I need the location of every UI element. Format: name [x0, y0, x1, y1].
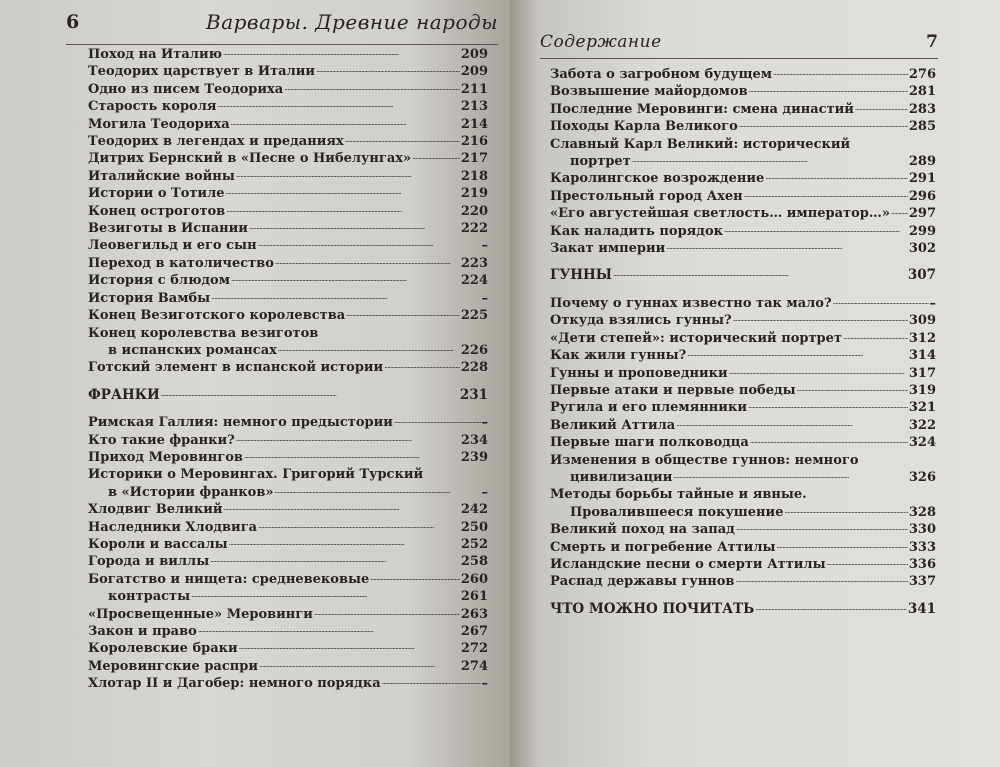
right-page-number: 7 — [926, 32, 938, 52]
toc-entry-page: 281 — [908, 84, 936, 100]
leader-dots — [755, 604, 907, 618]
toc-entry-title: Закат империи — [550, 241, 666, 257]
toc-entry — [550, 399, 936, 416]
toc-entry-title: Последние Меровинги: смена династий — [550, 101, 854, 117]
toc-entry — [88, 272, 488, 289]
leader-dots — [370, 574, 460, 588]
toc-entry-title: Возвышение майордомов — [550, 84, 748, 100]
toc-entry-page: 297 — [908, 206, 936, 222]
toc-entry-second-line — [88, 484, 488, 501]
toc-entry — [550, 556, 936, 573]
toc-entry-title: Одно из писем Теодориха — [88, 81, 284, 97]
toc-chapter-title: ЧТО МОЖНО ПОЧИТАТЬ — [550, 600, 755, 617]
toc-entry-page: 258 — [460, 554, 488, 570]
toc-entry-page: 326 — [908, 469, 936, 485]
leader-dots — [765, 174, 908, 188]
leader-dots — [231, 276, 460, 290]
toc-entry-title: «Просвещенные» Меровинги — [88, 606, 313, 622]
toc-chapter-title: ГУННЫ — [550, 267, 613, 284]
toc-entry — [550, 295, 936, 312]
toc-entry-title-line1: Изменения в обществе гуннов: немного — [550, 452, 859, 468]
toc-entry-title: Великий поход на запад — [550, 522, 735, 538]
toc-entry-page: 336 — [908, 556, 936, 572]
toc-entry — [88, 325, 488, 360]
toc-chapter — [550, 601, 936, 618]
toc-entry-page: 213 — [460, 99, 488, 115]
leader-dots — [833, 298, 929, 312]
leader-dots — [226, 206, 460, 220]
leader-dots — [784, 507, 907, 521]
toc-entry — [88, 466, 488, 501]
toc-entry-page: 228 — [460, 360, 488, 376]
toc-entry-page: 252 — [460, 536, 488, 552]
toc-entry — [88, 449, 488, 466]
toc-entry-page: 333 — [908, 539, 936, 555]
left-toc — [88, 46, 488, 693]
toc-entry — [550, 205, 936, 222]
leader-dots — [346, 311, 460, 325]
leader-dots — [236, 435, 460, 449]
toc-entry-page: 299 — [908, 223, 936, 239]
toc-entry-title: Везиготы в Испании — [88, 221, 248, 237]
toc-entry — [88, 536, 488, 553]
toc-entry-title-line1: Славный Карл Великий: исторический — [550, 136, 851, 152]
toc-entry-page: 234 — [460, 432, 488, 448]
toc-entry-title: Престольный город Ахен — [550, 188, 743, 204]
toc-entry — [550, 347, 936, 364]
toc-entry-title-line1: Историки о Меровингах. Григорий Турский — [88, 467, 424, 483]
leader-dots — [316, 67, 460, 81]
toc-chapter-page: 307 — [907, 267, 936, 284]
leader-dots — [258, 522, 460, 536]
toc-entry-title: Могила Теодориха — [88, 116, 230, 132]
toc-entry — [88, 553, 488, 570]
toc-entry-title-line2: цивилизации — [570, 469, 673, 485]
toc-entry-second-line — [550, 469, 936, 486]
toc-entry — [88, 98, 488, 115]
toc-entry-title: Конец остроготов — [88, 203, 226, 219]
toc-entry — [88, 116, 488, 133]
toc-entry — [550, 170, 936, 187]
toc-entry-page: 242 — [460, 502, 488, 518]
leader-dots — [384, 363, 460, 377]
toc-entry-title: Походы Карла Великого — [550, 119, 738, 135]
toc-entry-page: – — [481, 484, 488, 500]
toc-entry-page: 289 — [908, 154, 936, 170]
toc-entry-page: 291 — [908, 171, 936, 187]
toc-entry-title: Меровингские распри — [88, 658, 258, 674]
toc-entry — [88, 414, 488, 431]
toc-entry-title: Старость короля — [88, 99, 217, 115]
toc-entry-title: Королевские браки — [88, 641, 238, 657]
leader-dots — [236, 171, 460, 185]
toc-entry-title: Наследники Хлодвига — [88, 519, 258, 535]
leader-dots — [676, 420, 908, 434]
toc-entry — [550, 330, 936, 347]
leader-dots — [226, 189, 460, 203]
toc-entry-title: Короли и вассалы — [88, 536, 228, 552]
leader-dots — [161, 390, 459, 404]
toc-entry-title: Первые шаги полководца — [550, 435, 749, 451]
toc-chapter-title: ФРАНКИ — [88, 386, 160, 403]
toc-entry — [550, 136, 936, 171]
leader-dots — [632, 156, 908, 170]
right-toc — [550, 66, 936, 628]
toc-entry-page: 324 — [908, 435, 936, 451]
leader-dots — [314, 609, 460, 623]
toc-entry — [550, 382, 936, 399]
toc-entry-second-line — [550, 504, 936, 521]
toc-entry-page: 272 — [460, 641, 488, 657]
toc-entry — [88, 519, 488, 536]
leader-dots — [733, 316, 908, 330]
toc-entry-page: 214 — [460, 116, 488, 132]
toc-chapter-page: 231 — [459, 386, 488, 403]
leader-dots — [412, 154, 460, 168]
toc-entry — [550, 223, 936, 240]
toc-entry — [88, 606, 488, 623]
toc-entry-title: Хлотар II и Дагобер: немного порядка — [88, 676, 381, 692]
toc-entry — [550, 240, 936, 257]
toc-entry-page: 223 — [460, 255, 488, 271]
toc-entry-page: 314 — [908, 348, 936, 364]
toc-entry-title-line1: Методы борьбы тайные и явные. — [550, 487, 807, 503]
toc-entry-title: История с блюдом — [88, 273, 231, 289]
toc-entry-title-line2: Провалившееся покушение — [570, 504, 784, 520]
leader-dots — [258, 241, 481, 255]
leader-dots — [211, 293, 480, 307]
toc-entry-title: Забота о загробном будущем — [550, 67, 773, 82]
toc-entry-title-line1: Богатство и нищета: средневековые — [88, 571, 370, 587]
toc-entry-title: Почему о гуннах известно так мало? — [550, 295, 832, 311]
toc-entry-title: Поход на Италию — [88, 47, 222, 62]
toc-entry-page: 219 — [460, 186, 488, 202]
toc-entry-page: 312 — [908, 330, 936, 346]
toc-entry-title: Города и виллы — [88, 554, 210, 570]
toc-entry — [550, 66, 936, 83]
toc-entry — [88, 133, 488, 150]
leader-dots — [198, 626, 460, 640]
leader-dots — [191, 592, 460, 606]
leader-dots — [249, 223, 460, 237]
toc-entry-title: Италийские войны — [88, 168, 235, 184]
toc-entry — [88, 81, 488, 98]
toc-entry-page: 309 — [908, 313, 936, 329]
toc-entry — [88, 432, 488, 449]
toc-entry-title: Ругила и его племянники — [550, 400, 747, 416]
toc-chapter-page: 341 — [907, 600, 936, 617]
leader-dots — [748, 403, 908, 417]
toc-entry — [88, 203, 488, 220]
toc-entry-page: 328 — [908, 504, 936, 520]
leader-dots — [749, 87, 908, 101]
toc-entry-title-line2: контрасты — [108, 589, 191, 605]
toc-entry — [88, 675, 488, 692]
leader-dots — [613, 271, 907, 285]
leader-dots — [750, 438, 908, 452]
toc-entry — [550, 486, 936, 521]
leader-dots — [773, 69, 908, 83]
toc-entry-title-line2: в «Истории франков» — [108, 484, 274, 500]
toc-entry-title: Переход в католичество — [88, 255, 274, 271]
toc-entry — [88, 63, 488, 80]
toc-entry — [88, 658, 488, 675]
toc-entry — [550, 83, 936, 100]
toc-entry-title: Дитрих Бернский в «Песне о Нибелунгах» — [88, 151, 412, 167]
toc-entry-title-line1: Конец королевства везиготов — [88, 325, 319, 341]
toc-entry-second-line — [88, 588, 488, 605]
toc-entry-page: 274 — [460, 658, 488, 674]
toc-entry — [550, 539, 936, 556]
toc-entry-page: 296 — [908, 188, 936, 204]
toc-entry-second-line — [88, 342, 488, 359]
toc-entry — [88, 168, 488, 185]
toc-chapter — [88, 387, 488, 404]
toc-entry — [88, 571, 488, 606]
toc-entry — [88, 150, 488, 167]
toc-entry — [550, 188, 936, 205]
toc-entry-title: «Его августейшая светлость… император…» — [550, 206, 890, 222]
toc-entry — [550, 434, 936, 451]
leader-dots — [210, 557, 460, 571]
toc-entry-title: Истории о Тотиле — [88, 186, 225, 202]
toc-entry-title-line2: в испанских романсах — [108, 342, 277, 358]
toc-entry-page: 263 — [460, 606, 488, 622]
toc-entry-page: 209 — [460, 47, 488, 62]
toc-entry — [88, 501, 488, 518]
toc-entry — [88, 46, 488, 63]
toc-entry-title: Леовегильд и его сын — [88, 238, 257, 254]
leader-dots — [855, 104, 908, 118]
toc-entry-page: 302 — [908, 241, 936, 257]
toc-entry-page: 216 — [460, 134, 488, 150]
toc-entry-title: Как жили гунны? — [550, 348, 687, 364]
leader-dots — [239, 644, 460, 658]
toc-entry — [550, 118, 936, 135]
toc-entry — [550, 521, 936, 538]
leader-dots — [736, 525, 908, 539]
toc-entry — [550, 452, 936, 487]
leader-dots — [724, 226, 908, 240]
toc-entry — [88, 185, 488, 202]
toc-entry-title: Приход Меровингов — [88, 449, 243, 465]
leader-dots — [345, 136, 460, 150]
leader-dots — [244, 452, 460, 466]
toc-entry-page: 250 — [460, 519, 488, 535]
toc-entry-title: «Дети степей»: исторический портрет — [550, 330, 842, 346]
toc-entry-page: 209 — [460, 64, 488, 80]
toc-entry-page: – — [481, 415, 488, 431]
leader-dots — [891, 209, 908, 223]
toc-entry-title: Откуда взялись гунны? — [550, 313, 732, 329]
toc-entry-page: 276 — [908, 67, 936, 82]
toc-entry-title: Гунны и проповедники — [550, 365, 728, 381]
leader-dots — [673, 472, 908, 486]
toc-entry-page: 283 — [908, 101, 936, 117]
leader-dots — [777, 542, 908, 556]
toc-entry-title: Великий Аттила — [550, 417, 676, 433]
leader-dots — [744, 191, 908, 205]
leader-dots — [827, 559, 908, 573]
toc-entry — [88, 640, 488, 657]
toc-entry-title: Первые атаки и первые победы — [550, 382, 796, 398]
leader-dots — [218, 102, 460, 116]
leader-dots — [275, 258, 460, 272]
toc-entry — [88, 255, 488, 272]
toc-entry-title: Закон и право — [88, 624, 197, 639]
toc-entry — [88, 623, 488, 640]
toc-entry-page: 239 — [460, 449, 488, 465]
toc-entry-page: 226 — [460, 342, 488, 358]
toc-entry-title-line2: портрет — [570, 154, 631, 170]
right-page — [510, 0, 1000, 767]
toc-entry-page: 321 — [908, 400, 936, 416]
toc-entry-page: 218 — [460, 168, 488, 184]
toc-entry-page: 211 — [460, 81, 488, 97]
toc-entry-page: 330 — [908, 522, 936, 538]
toc-entry — [88, 220, 488, 237]
toc-entry-title: Каролингское возрождение — [550, 171, 765, 187]
toc-entry-page: 285 — [908, 119, 936, 135]
leader-dots — [797, 385, 908, 399]
toc-entry-title: Смерть и погребение Аттилы — [550, 539, 776, 555]
leader-dots — [729, 368, 908, 382]
toc-entry-title: Как наладить порядок — [550, 223, 724, 239]
toc-entry-page: – — [481, 676, 488, 692]
toc-entry-page: 222 — [460, 221, 488, 237]
toc-entry-title: Готский элемент в испанской истории — [88, 360, 384, 376]
toc-entry-page: 337 — [908, 574, 936, 590]
leader-dots — [259, 661, 460, 675]
toc-entry-page: 267 — [460, 624, 488, 639]
toc-entry — [88, 290, 488, 307]
leader-dots — [394, 418, 481, 432]
toc-entry — [88, 359, 488, 376]
toc-entry-page: 319 — [908, 382, 936, 398]
leader-dots — [843, 333, 908, 347]
leader-dots — [229, 539, 460, 553]
right-running-title: Содержание — [540, 32, 662, 52]
left-page-number: 6 — [66, 11, 80, 33]
toc-entry-page: – — [929, 295, 936, 311]
leader-dots — [278, 345, 460, 359]
toc-entry — [550, 573, 936, 590]
toc-entry-page: 224 — [460, 273, 488, 289]
toc-entry — [550, 365, 936, 382]
toc-entry — [550, 417, 936, 434]
toc-entry-title: Теодорих в легендах и преданиях — [88, 134, 344, 150]
leader-dots — [739, 122, 908, 136]
toc-entry — [550, 312, 936, 329]
toc-entry-title: Римская Галлия: немного предыстории — [88, 415, 393, 431]
toc-entry-page: 217 — [460, 151, 488, 167]
toc-entry-title: Конец Везиготского королевства — [88, 308, 346, 324]
toc-entry-title: История Вамбы — [88, 290, 211, 306]
toc-entry-title: Исландские песни о смерти Аттилы — [550, 556, 826, 572]
leader-dots — [231, 119, 460, 133]
toc-entry — [88, 307, 488, 324]
leader-dots — [224, 505, 460, 519]
leader-dots — [223, 49, 460, 63]
toc-entry-page: 260 — [460, 571, 488, 587]
leader-dots — [735, 577, 907, 591]
leader-dots — [382, 679, 481, 693]
toc-entry-title-line1 — [88, 571, 488, 588]
toc-entry-second-line — [550, 153, 936, 170]
leader-dots — [274, 487, 480, 501]
toc-entry-page: 220 — [460, 203, 488, 219]
toc-entry-title: Распад державы гуннов — [550, 574, 735, 590]
left-page-header — [66, 0, 498, 45]
toc-entry-page: – — [481, 290, 488, 306]
toc-entry-page: 261 — [460, 589, 488, 605]
left-running-title: Варвары. Древние народы — [206, 10, 498, 34]
toc-entry-page: – — [481, 238, 488, 254]
toc-entry-title: Теодорих царствует в Италии — [88, 64, 316, 80]
toc-entry — [88, 237, 488, 254]
toc-entry-title: Хлодвиг Великий — [88, 502, 223, 518]
right-page-header — [540, 26, 938, 59]
toc-entry-page: 317 — [908, 365, 936, 381]
toc-chapter — [550, 267, 936, 284]
toc-entry-title: Кто такие франки? — [88, 432, 235, 448]
toc-entry — [550, 101, 936, 118]
leader-dots — [666, 243, 908, 257]
toc-entry-page: 322 — [908, 417, 936, 433]
toc-entry-page: 225 — [460, 308, 488, 324]
leader-dots — [687, 351, 908, 365]
leader-dots — [284, 84, 460, 98]
